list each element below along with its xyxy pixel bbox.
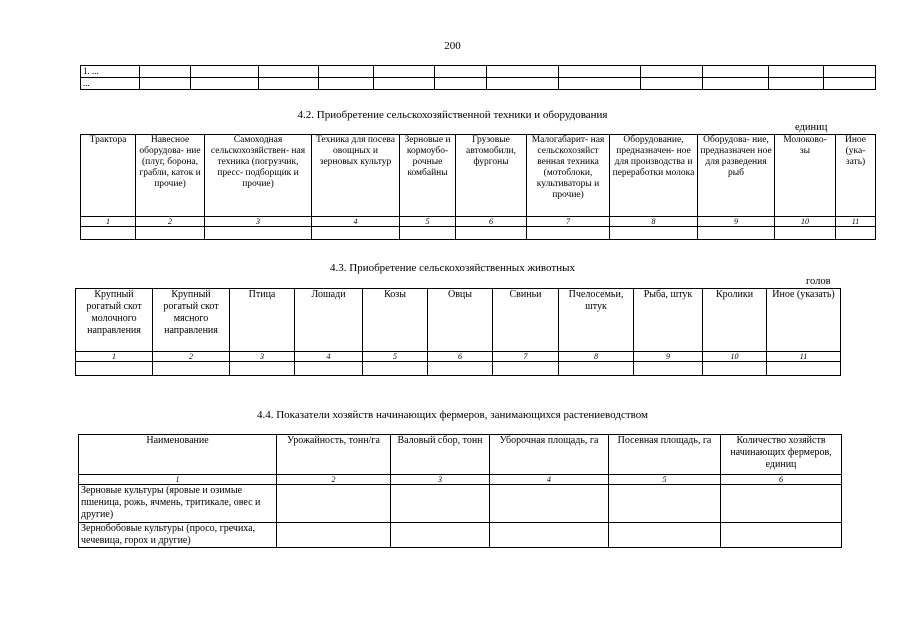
- unit-label: единиц: [795, 122, 828, 133]
- table-row: [79, 523, 842, 548]
- column-number-row: [81, 217, 876, 227]
- column-number: 11: [767, 352, 841, 362]
- column-header: Кролики: [703, 289, 767, 352]
- column-header: Молоково- зы: [775, 135, 836, 217]
- continuation-table: [80, 65, 876, 90]
- column-number: 2: [153, 352, 230, 362]
- table-row: [81, 227, 876, 240]
- column-number: 2: [277, 475, 391, 485]
- column-number: 5: [363, 352, 428, 362]
- column-header: Овцы: [428, 289, 493, 352]
- column-number: 7: [493, 352, 559, 362]
- column-header: Трактора: [81, 135, 136, 217]
- column-number: 8: [610, 217, 698, 227]
- column-header: Птица: [230, 289, 295, 352]
- page-number: 200: [444, 40, 461, 52]
- column-header: Самоходная сельскохозяйствен- ная техника (погрузчик, пресс- подборщик и прочие): [205, 135, 312, 217]
- column-number: 4: [490, 475, 609, 485]
- row-label: ...: [81, 78, 140, 90]
- column-header: Пчелосемьи, штук: [559, 289, 634, 352]
- column-header: Малогабарит- ная сельскохозяйст венная техника (мотоблоки, культиваторы и прочие): [527, 135, 610, 217]
- column-number: 3: [205, 217, 312, 227]
- column-number: 2: [136, 217, 205, 227]
- column-header: Зерновые и кормоубо- рочные комбайны: [400, 135, 456, 217]
- column-number: 4: [312, 217, 400, 227]
- column-number: 1: [76, 352, 153, 362]
- column-header: Оборудование, предназначен- ное для производства и переработки молока: [610, 135, 698, 217]
- column-header: Техника для посева овощных и зерновых культур: [312, 135, 400, 217]
- table-row: [79, 485, 842, 523]
- column-number: 10: [775, 217, 836, 227]
- header-row: [79, 435, 842, 475]
- column-header: Уборочная площадь, га: [490, 435, 609, 475]
- column-header: Валовый сбор, тонн: [391, 435, 490, 475]
- section-title-4-2: 4.2. Приобретение сельскохозяйственной техники и оборудования: [297, 109, 608, 121]
- column-header: Крупный рогатый скот молочного направления: [76, 289, 153, 352]
- column-number: 9: [698, 217, 775, 227]
- section-title-4-4: 4.4. Показатели хозяйств начинающих фермеров, занимающихся растениеводством: [256, 409, 649, 421]
- column-number: 3: [230, 352, 295, 362]
- column-header: Посевная площадь, га: [609, 435, 721, 475]
- column-header: Оборудова- ние, предназначен ное для разведения рыб: [698, 135, 775, 217]
- column-number: 5: [400, 217, 456, 227]
- column-number: 9: [634, 352, 703, 362]
- column-header: Наименование: [79, 435, 277, 475]
- unit-label: голов: [806, 276, 831, 287]
- row-label: Зерновые культуры (яровые и озимые пшеница, рожь, ячмень, тритикале, овес и другие): [79, 485, 277, 523]
- column-number: 6: [456, 217, 527, 227]
- column-number: 6: [721, 475, 842, 485]
- column-number-row: [76, 352, 841, 362]
- table-row: [76, 362, 841, 376]
- column-header: Козы: [363, 289, 428, 352]
- header-row: [76, 289, 841, 352]
- column-header: Крупный рогатый скот мясного направления: [153, 289, 230, 352]
- column-header: Лошади: [295, 289, 363, 352]
- column-number: 8: [559, 352, 634, 362]
- column-header: Навесное оборудова- ние (плуг, борона, грабли, каток и прочие): [136, 135, 205, 217]
- header-row: [81, 135, 876, 217]
- row-label: Зернобобовые культуры (просо, гречиха, чечевица, горох и другие): [79, 523, 277, 548]
- column-number: 10: [703, 352, 767, 362]
- column-number: 11: [836, 217, 876, 227]
- column-number-row: [79, 475, 842, 485]
- column-header: Количество хозяйств начинающих фермеров, единиц: [721, 435, 842, 475]
- column-number: 7: [527, 217, 610, 227]
- row-label: 1. ...: [81, 66, 140, 78]
- column-header: Грузовые автомобили, фургоны: [456, 135, 527, 217]
- column-header: Рыба, штук: [634, 289, 703, 352]
- column-number: 3: [391, 475, 490, 485]
- table-row: [81, 78, 876, 90]
- column-number: 4: [295, 352, 363, 362]
- column-number: 5: [609, 475, 721, 485]
- column-number: 6: [428, 352, 493, 362]
- column-header: Иное (ука- зать): [836, 135, 876, 217]
- column-header: Урожайность, тонн/га: [277, 435, 391, 475]
- column-number: 1: [79, 475, 277, 485]
- crop-farming-table: [78, 434, 842, 548]
- column-header: Иное (указать): [767, 289, 841, 352]
- livestock-table: [75, 288, 841, 376]
- equipment-table: [80, 134, 876, 240]
- section-title-4-3: 4.3. Приобретение сельскохозяйственных животных: [330, 262, 575, 274]
- column-number: 1: [81, 217, 136, 227]
- column-header: Свиньи: [493, 289, 559, 352]
- table-row: [81, 66, 876, 78]
